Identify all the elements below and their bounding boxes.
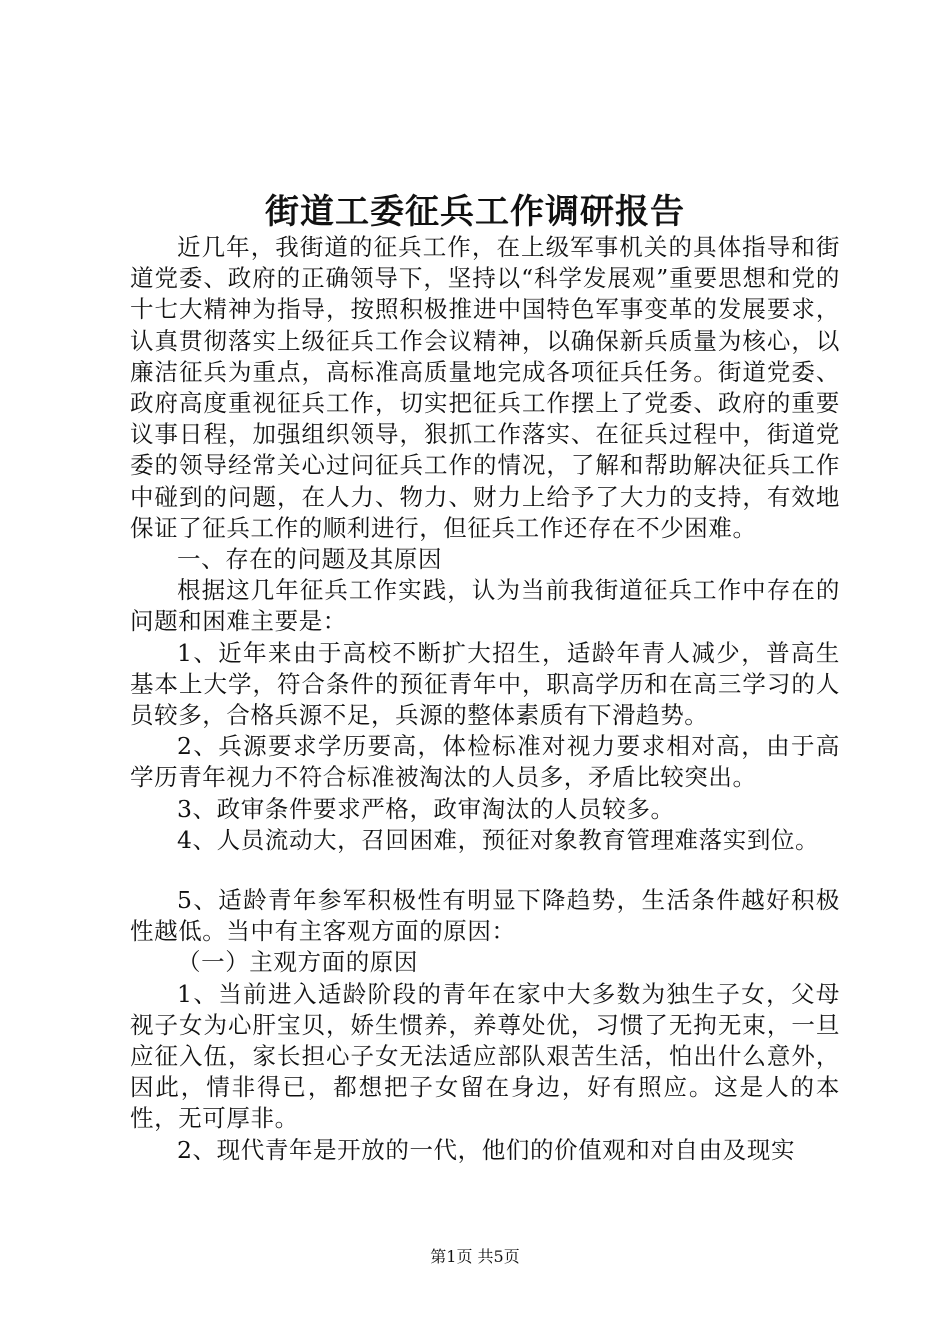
paragraph-item-1: 1、近年来由于高校不断扩大招生，适龄年青人减少，普高生基本上大学，符合条件的预征青年中，职高学历和在高三学习的人员较多，合格兵源不足，兵源的整体素质有下滑趋势。 (130, 638, 840, 730)
paragraph-subjective-2: 2、现代青年是开放的一代，他们的价值观和对自由及现实 (177, 1135, 796, 1164)
paragraph-item-2: 2、兵源要求学历要高，体检标准对视力要求相对高，由于高学历青年视力不符合标准被淘汰的人员多，矛盾比较突出。 (130, 732, 840, 792)
paragraph-item-4: 4、人员流动大，召回困难，预征对象教育管理难落实到位。 (177, 825, 820, 854)
paragraph-problems-summary: 根据这几年征兵工作实践，认为当前我街道征兵工作中存在的问题和困难主要是： (130, 576, 840, 636)
subsection-heading-subjective: （一）主观方面的原因 (177, 948, 418, 977)
document-body (130, 232, 840, 1166)
page-footer: 第1页 共5页 (430, 1247, 520, 1266)
section-heading-problems: 一、存在的问题及其原因 (177, 545, 443, 574)
paragraph-item-5: 5、适龄青年参军积极性有明显下降趋势，生活条件越好积极性越低。当中有主客观方面的原因： (130, 886, 840, 946)
paragraph-gap (130, 856, 840, 885)
paragraph-intro: 近几年，我街道的征兵工作，在上级军事机关的具体指导和街道党委、政府的正确领导下，坚持以“科学发展观”重要思想和党的十七大精神为指导，按照积极推进中国特色军事变革的发展要求，认真贯彻落实上级征兵工作会议精神，以确保新兵质量为核心，以廉洁征兵为重点，高标准高质量地完成各项征兵任务。街道党委、政府高度重视征兵工作，切实把征兵工作摆上了党委、政府的重要议事日程，加强组织领导，狠抓工作落实、在征兵过程中，街道党委的领导经常关心过问征兵工作的情况，了解和帮助解决征兵工作中碰到的问题，在人力、物力、财力上给予了大力的支持，有效地保证了征兵工作的顺利进行，但征兵工作还存在不少困难。 (130, 233, 840, 542)
document-title: 街道工委征兵工作调研报告 (265, 192, 685, 232)
paragraph-item-3: 3、政审条件要求严格，政审淘汰的人员较多。 (177, 794, 675, 823)
paragraph-subjective-1: 1、当前进入适龄阶段的青年在家中大多数为独生子女，父母视子女为心肝宝贝，娇生惯养，养尊处优，习惯了无拘无束，一旦应征入伍，家长担心子女无法适应部队艰苦生活，怕出什么意外，因此，情非得已，都想把子女留在身边，好有照应。这是人的本性，无可厚非。 (130, 979, 840, 1133)
